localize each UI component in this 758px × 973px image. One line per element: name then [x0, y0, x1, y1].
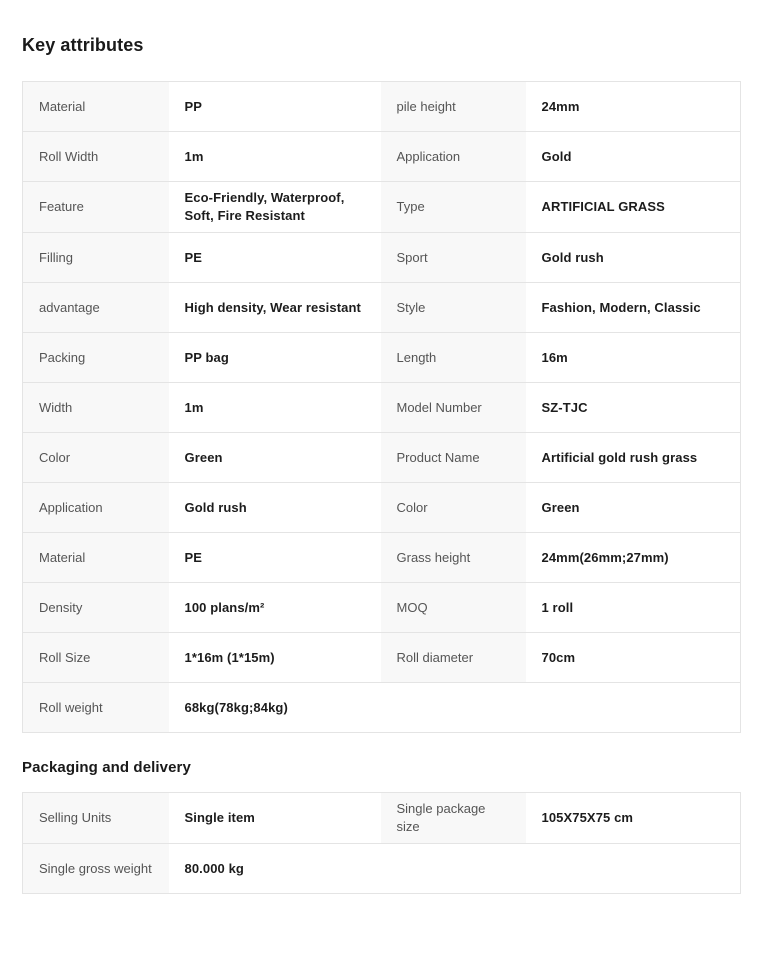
attribute-value: 70cm	[526, 633, 741, 683]
attribute-label: Style	[381, 283, 526, 333]
attribute-value: 24mm(26mm;27mm)	[526, 533, 741, 583]
attribute-label: Color	[23, 433, 169, 483]
attribute-value: 24mm	[526, 82, 741, 132]
table-row	[23, 132, 741, 182]
key-attributes-table	[22, 81, 741, 733]
attribute-value: SZ-TJC	[526, 383, 741, 433]
attribute-label: Feature	[23, 182, 169, 233]
attribute-label: Roll diameter	[381, 633, 526, 683]
attribute-value: Fashion, Modern, Classic	[526, 283, 741, 333]
table-row	[23, 583, 741, 633]
table-row	[23, 683, 741, 733]
attribute-value: Artificial gold rush grass	[526, 433, 741, 483]
attribute-value: Gold	[526, 132, 741, 182]
table-row	[23, 182, 741, 233]
attribute-label: Roll Size	[23, 633, 169, 683]
attribute-value: 1*16m (1*15m)	[169, 633, 381, 683]
table-row	[23, 844, 741, 894]
attribute-value: 80.000 kg	[169, 844, 741, 894]
attribute-label: Single gross weight	[23, 844, 169, 894]
attribute-label: Model Number	[381, 383, 526, 433]
attribute-value: 16m	[526, 333, 741, 383]
attribute-value: Green	[169, 433, 381, 483]
attribute-label: Filling	[23, 233, 169, 283]
attribute-label: Type	[381, 182, 526, 233]
table-row	[23, 483, 741, 533]
table-row	[23, 383, 741, 433]
attribute-label: Length	[381, 333, 526, 383]
attribute-label: MOQ	[381, 583, 526, 633]
table-row	[23, 433, 741, 483]
attribute-value: 1 roll	[526, 583, 741, 633]
attribute-value: Gold rush	[169, 483, 381, 533]
key-attributes-title: Key attributes	[22, 35, 144, 55]
attribute-value: Eco-Friendly, Waterproof, Soft, Fire Resistant	[169, 182, 381, 233]
attribute-value: High density, Wear resistant	[169, 283, 381, 333]
table-row	[23, 793, 741, 844]
attribute-label: Material	[23, 533, 169, 583]
attribute-value: PE	[169, 233, 381, 283]
table-row	[23, 533, 741, 583]
packaging-delivery-title: Packaging and delivery	[22, 759, 191, 776]
attribute-label: Density	[23, 583, 169, 633]
attribute-label: advantage	[23, 283, 169, 333]
attribute-value: ARTIFICIAL GRASS	[526, 182, 741, 233]
attribute-label: Roll weight	[23, 683, 169, 733]
attribute-label: Grass height	[381, 533, 526, 583]
attribute-label: Application	[381, 132, 526, 182]
attribute-value: 68kg(78kg;84kg)	[169, 683, 741, 733]
attribute-value: Green	[526, 483, 741, 533]
attribute-label: Roll Width	[23, 132, 169, 182]
table-row	[23, 82, 741, 132]
attribute-label: Product Name	[381, 433, 526, 483]
table-row	[23, 233, 741, 283]
table-row	[23, 283, 741, 333]
attribute-value: PP bag	[169, 333, 381, 383]
attribute-label: Single package size	[381, 793, 526, 844]
packaging-delivery-table	[22, 792, 741, 894]
attribute-label: Color	[381, 483, 526, 533]
attribute-value: 1m	[169, 132, 381, 182]
attribute-label: Sport	[381, 233, 526, 283]
table-row	[23, 633, 741, 683]
attribute-label: Material	[23, 82, 169, 132]
table-row	[23, 333, 741, 383]
attribute-value: 105X75X75 cm	[526, 793, 741, 844]
attribute-label: pile height	[381, 82, 526, 132]
attribute-label: Width	[23, 383, 169, 433]
attribute-value: Gold rush	[526, 233, 741, 283]
attribute-label: Application	[23, 483, 169, 533]
attribute-label: Selling Units	[23, 793, 169, 844]
attribute-value: 1m	[169, 383, 381, 433]
attribute-value: Single item	[169, 793, 381, 844]
attribute-label: Packing	[23, 333, 169, 383]
attribute-value: 100 plans/m²	[169, 583, 381, 633]
attribute-value: PE	[169, 533, 381, 583]
attribute-value: PP	[169, 82, 381, 132]
